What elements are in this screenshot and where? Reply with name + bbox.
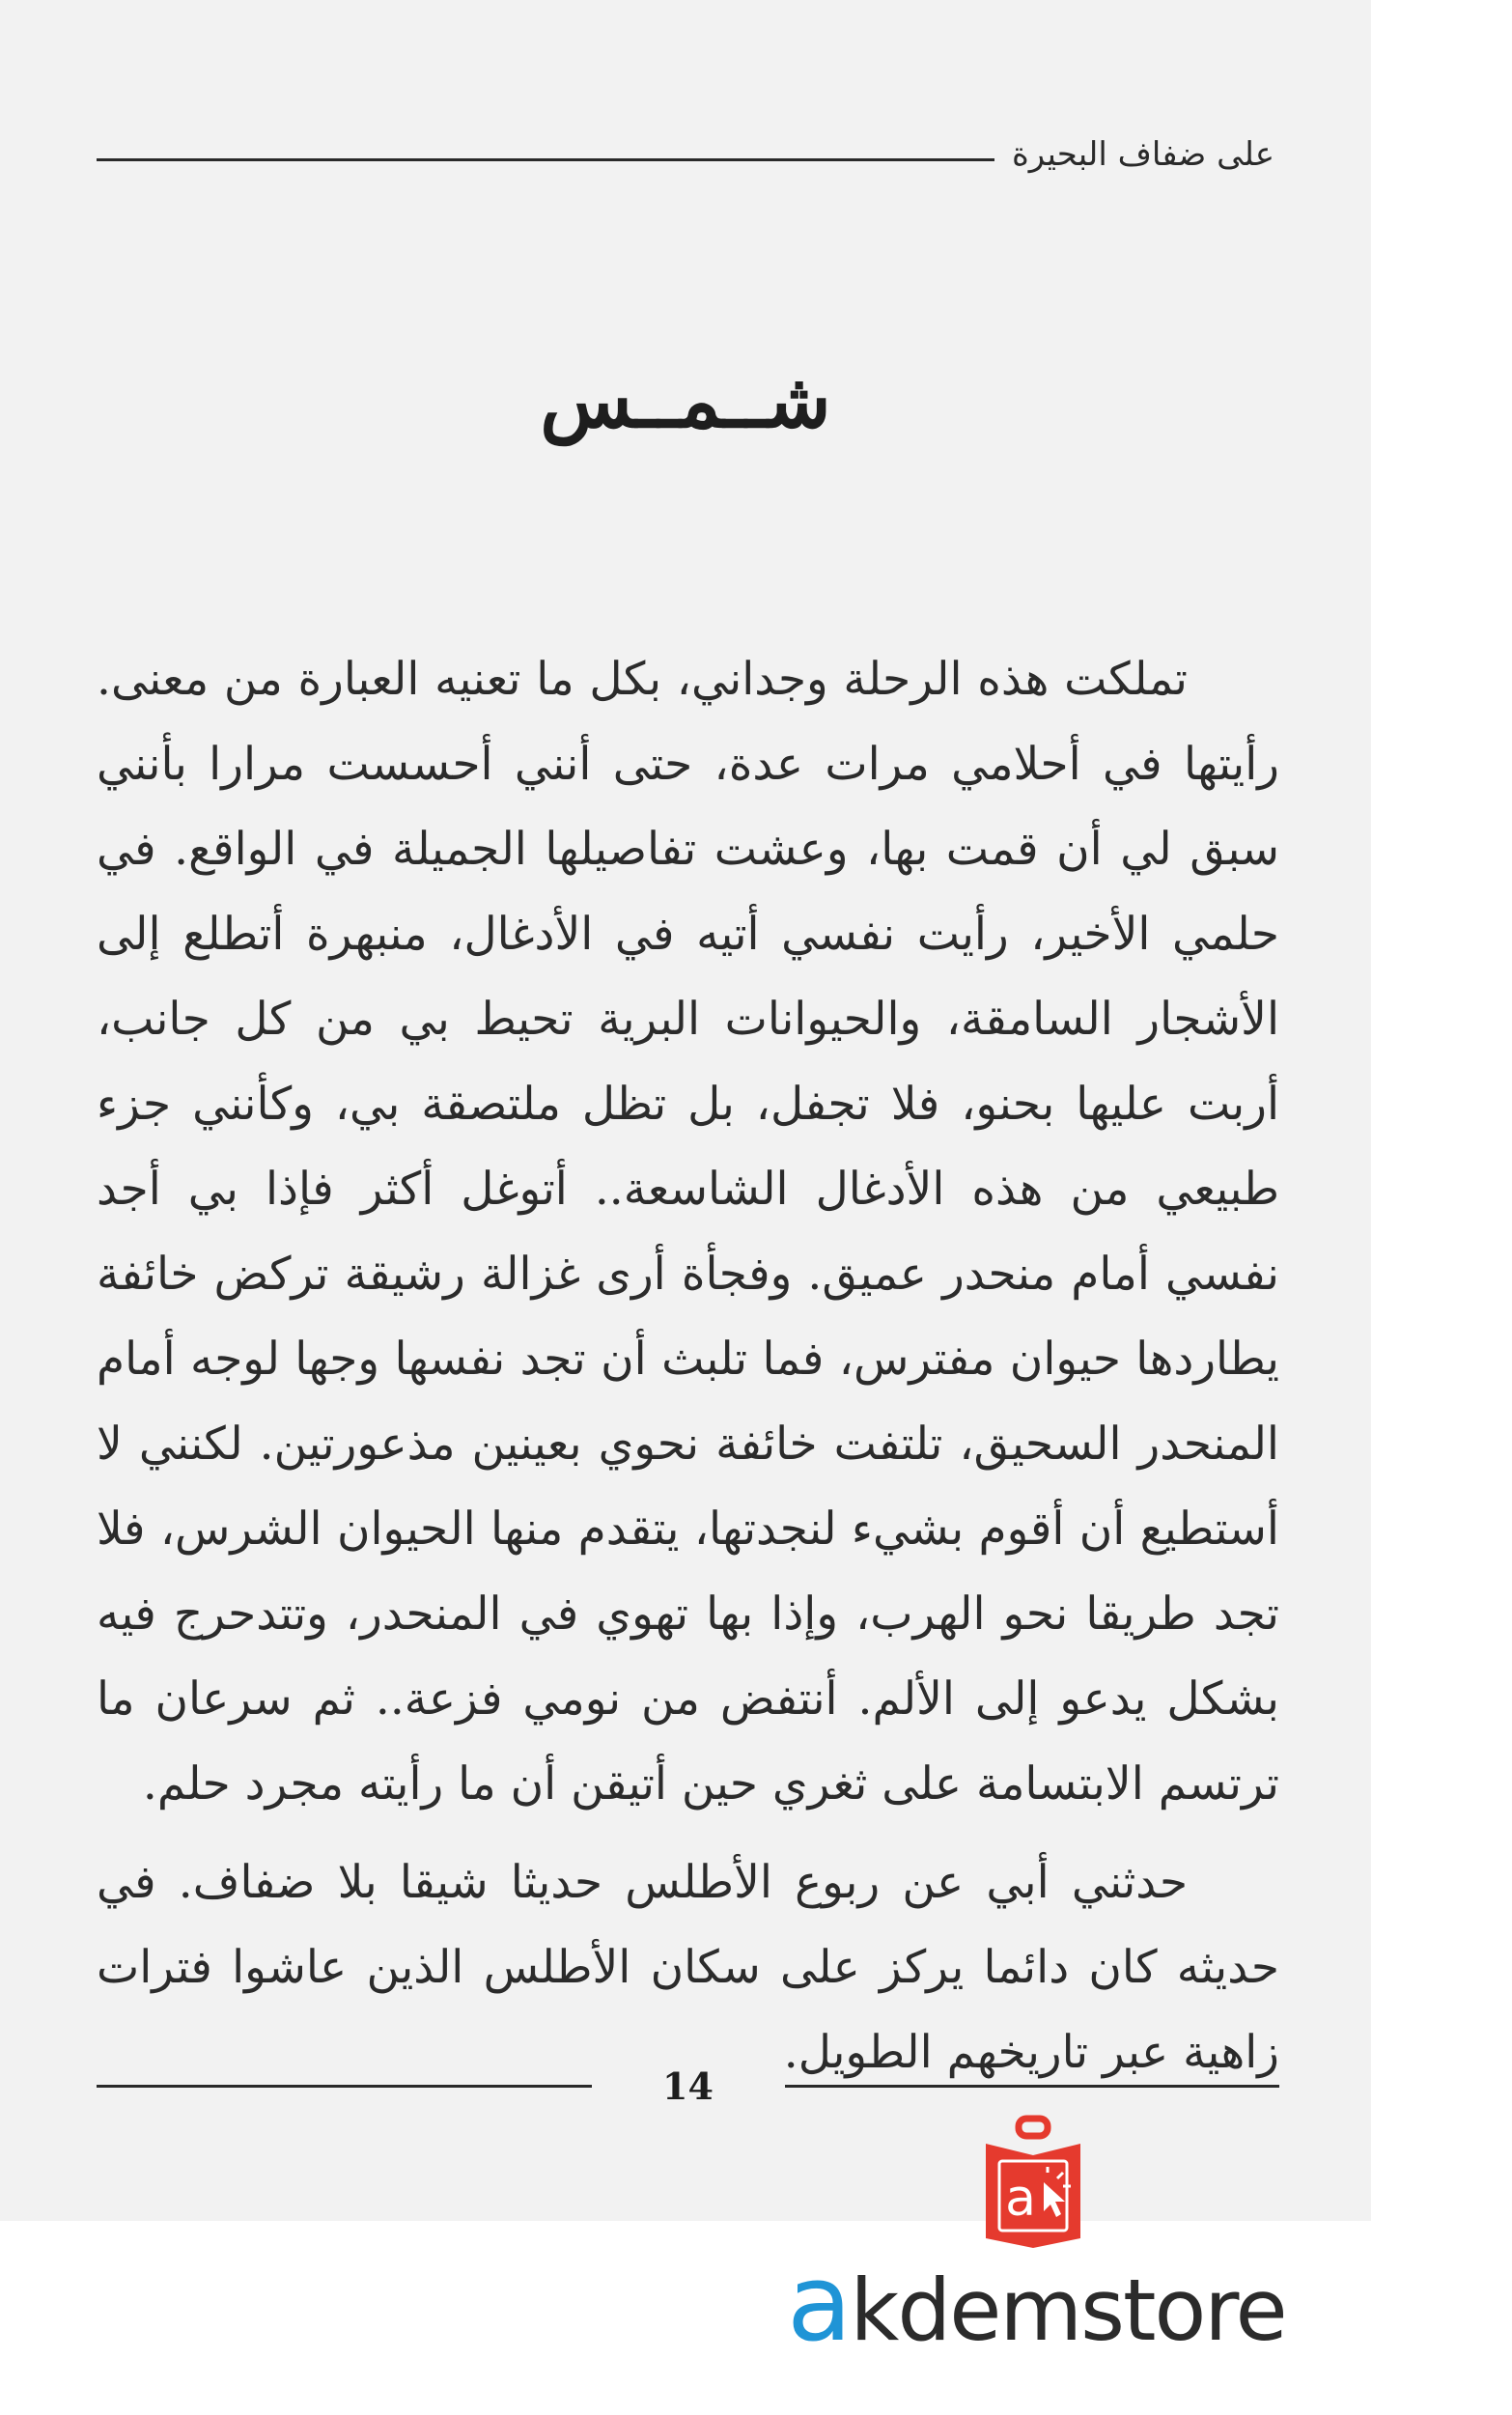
page-number: 14 — [662, 2064, 714, 2108]
page-footer — [97, 2057, 1279, 2115]
open-book-with-cursor-icon — [980, 2115, 1086, 2250]
footer-rule-right — [785, 2085, 1280, 2088]
paragraph: تملكت هذه الرحلة وجداني، بكل ما تعنيه العبارة من معنى. رأيتها في أحلامي مرات عدة، حتى أنني أحسست مرارا بأنني سبق لي أن قمت بها، وعشت تفاصيلها الجميلة في الواقع. في حلمي الأخير، رأيت نفسي أتيه في الأدغال، منبهرة أتطلع إلى الأشجار السامقة، والحيوانات البرية تحيط بي من كل جانب، أربت عليها بحنو، فلا تجفل، بل تظل ملتصقة بي، وكأنني جزء طبيعي من هذه الأدغال الشاسعة.. أتوغل أكثر فإذا بي أجد نفسي أمام منحدر عميق. وفجأة أرى غزالة رشيقة تركض خائفة يطاردها حيوان مفترس، فما تلبث أن تجد نفسها وجها لوجه أمام المنحدر السحيق، تلتفت خائفة نحوي بعينين مذعورتين. لكنني لا أستطيع أن أقوم بشيء لنجدتها، يتقدم منها الحيوان الشرس، فلا تجد طريقا نحو الهرب، وإذا بها تهوي في المنحدر، وتتدحرج فيه بشكل يدعو إلى الألم. أنتفض من نومي فزعة.. ثم سرعان ما ترتسم الابتسامة على ثغري حين أتيقن أن ما رأيته مجرد حلم. — [97, 653, 1279, 1811]
logo-letter: a — [1005, 2170, 1036, 2228]
wordmark-accent: a — [787, 2241, 851, 2365]
running-header — [97, 130, 1274, 179]
paragraph: حدثني أبي عن ربوع الأطلس حديثا شيقا بلا ضفاف. في حديثه كان دائما يركز على سكان الأطلس الذين عاشوا فترات زاهية عبر تاريخهم الطويل. — [97, 1856, 1279, 2079]
running-title: على ضفاف البحيرة — [1011, 135, 1274, 174]
store-wordmark — [787, 2241, 1286, 2365]
store-watermark-logo — [787, 2115, 1289, 2366]
chapter-title: شــمــس — [540, 357, 831, 445]
body-text — [97, 637, 1279, 2109]
footer-rule-left — [97, 2085, 592, 2088]
header-rule — [97, 158, 994, 161]
wordmark-rest: kdemstore — [850, 2261, 1286, 2360]
